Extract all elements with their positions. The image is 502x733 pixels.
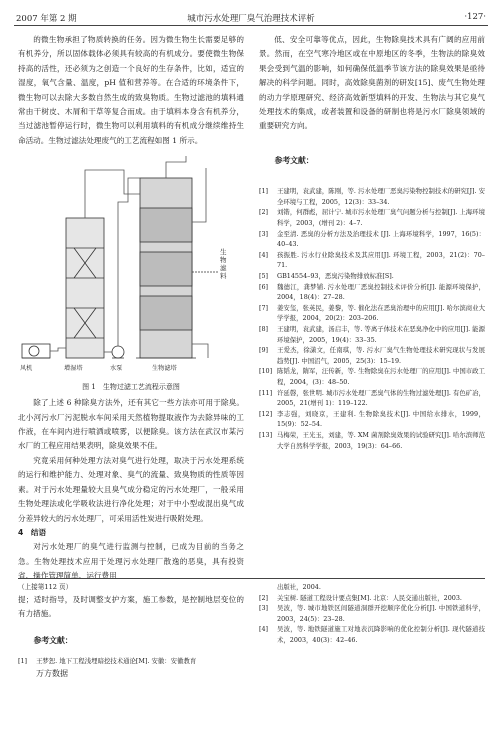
body-paragraph: 对污水处理厂的臭气进行监测与控制，已成为目前的当务之急。生物处理技术应用于处理污水处理厂散逸的恶臭，具有投资省、操作管理简单、运行费用 xyxy=(18,542,244,581)
reference-item: [6] 魏德江，龚梦铺. 污水处理厂恶臭控制技术评价分析[J]. 能源环境保护，2004，18(4)：27–28. xyxy=(259,282,485,302)
reference-item: [11] 许延磬，张世明. 城市污水处理厂恶臭气体的生物过滤处理[J]. 有色矿冶，2005，21(增刊 1)：119–122. xyxy=(259,388,485,408)
right-column xyxy=(259,33,485,451)
reference-item: [1] 王梦恕. 地下工程浅埋暗挖技术通论[M]. 安徽：安徽教育 xyxy=(18,657,197,666)
label-humidifier: 增湿塔 xyxy=(64,365,83,373)
figure-caption: 图 1 生物过滤工艺流程示意图 xyxy=(82,382,180,391)
body-paragraph: 低、安全可靠等优点，因此，生物除臭技术具有广阔的应用前景。然而，在空气寒冷地区或在中原地区的冬季，生物法的除臭效果会受到气温的影响，如何确保低温季节该方法的除臭效果是亟待解决的科学问题。同时，高效除臭菌剂的研发[15]、废气生物处理的动力学原理研究、经济高效新型填料的开发、生物法与其它臭气处理技术的集成，或者装置和设备的研制也将是污水厂除臭领域的重要研究方向。 xyxy=(259,35,485,131)
pump-icon xyxy=(112,346,124,358)
reference-continuation: 出版社，2004. xyxy=(277,583,321,591)
reference-item: [1] 王建明，袁武建，陈刚，等. 污水处理厂恶臭污染物控制技术的研究[J]. 安全环境与工程，2005，12(3)：33–34. xyxy=(259,187,485,206)
continuation-note: （上接第112 页） xyxy=(18,583,73,591)
running-title: 城市污水处理厂臭气治理技术评析 xyxy=(187,14,315,24)
reference-list xyxy=(259,582,485,646)
bottom-right-block xyxy=(259,582,485,646)
biofilter-process-diagram xyxy=(18,148,244,380)
reference-item: [10] 陈韬龙，隋军，汪传新，等. 生物除臭在污水处理厂的应用[J]. 中国市政工程，2004，(3)：48–50. xyxy=(259,367,485,386)
reference-item: [5] GB14554–93，恶臭污染物排放标准[S]. xyxy=(259,272,394,280)
reference-item: [4] 孩振胜. 污水行业除臭技术及其应用[J]. 环境工程，2003，21(2)：70–71. xyxy=(259,250,485,270)
label-biofilter: 生物滤塔 xyxy=(152,365,177,373)
humidifier-tower-icon xyxy=(66,218,104,358)
reference-item: [4] 吴波，等. 地铁隧道施工对地表沉降影响的优化控制分析[J]. 现代隧道技术，2003，40(3)：42–46. xyxy=(259,625,485,644)
header-rule xyxy=(14,25,488,26)
fan-icon xyxy=(22,344,50,358)
source-watermark: 万方数据 xyxy=(36,668,68,678)
figure-1 xyxy=(18,148,244,396)
left-column xyxy=(18,33,244,584)
page-number: ·127· xyxy=(464,12,486,22)
running-header xyxy=(14,8,488,26)
reference-item: [9] 王爱杰，徐潇文，任南琪，等. 污水厂臭气生物处理技术研究现状与发展趋势[J]. 中国沼气，2005，25(3)：15–19. xyxy=(259,346,485,365)
section-heading: 4 结语 xyxy=(18,527,47,537)
body-paragraph: 究竟采用何种处理方法对臭气进行处理，取决于污水处理系统的运行和维护能力、处理对象、臭气的流量、致臭物质的性质等因素。对于污水处理量较大且臭气成分稳定的污水处理厂，一般采用生物处理法或化学吸收法进行净化处理；对于中小型或混出臭气成分差异较大的污水处理厂，可采用活性炭进行吸附处理。 xyxy=(18,455,244,523)
reference-item: [7] 姜安玺，张英民，姜黎，等. 催化法在恶臭治理中的应用[J]. 哈尔滨商业大学学报，2004，20(2)：203–206. xyxy=(259,303,485,323)
reference-list xyxy=(18,656,244,667)
section-divider xyxy=(18,578,485,579)
reference-item: [3] 吴波，等. 城市地铁区间隧道洞群开挖顺序优化分析[J]. 中国铁道科学，2003，24(5)：23–28. xyxy=(259,604,485,623)
reference-item: [8] 王建明，袁武建，汤启丰，等. 等离子体技术在恶臭净化中的应用[J]. 能源环境保护，2005，19(4)：33–35. xyxy=(259,324,485,344)
reference-item: [13] 马梅荣，王光玉，刘建，等. XM 菌剂除臭效果的试验研究[J]. 哈尔滨师范大学自然科学学报，2003，19(3)：64–66. xyxy=(259,430,485,450)
reference-item: [2] 关宝树. 隧道工程设计要点集[M]. 北京：人民交通出版社，2003. xyxy=(259,593,462,602)
reference-item: [3] 金至清. 恶臭的分析方法及治理技术 [J]. 上海环境科学，1997，16(5)：40–43. xyxy=(259,229,485,249)
label-pump: 水泵 xyxy=(110,365,123,373)
body-paragraph: 提；适时指导，及时调整支护方案，施工参数，是控制地层变位的有力措施。 xyxy=(18,595,244,619)
body-paragraph: 的微生物承担了物质转换的任务。因为微生物生长需要足够的有机养分，所以固体载体必须具有较高的有机成分。要使微生物保持高的活性，还必须为之创造一个良好的生存条件，比如，适宜的湿度，氧气含量、温度，pH 值和营养等。在合适的环境条件下，微生物可以去除大多数自然生成的致臭物质。生物过滤池的填料通常由干树皮、木屑和干草等复合而成。由于填料本身含有机养分，当过滤池暂停运行时，微生物可以利用填料的有机成分继续维持生命活动。生物过滤法处理废气的工艺流程如图 1 所示。 xyxy=(18,35,244,145)
bottom-left-block xyxy=(18,582,244,681)
reference-list xyxy=(259,186,485,451)
issue-label: 2007 年第 2 期 xyxy=(16,14,77,24)
body-paragraph: 除了上述 6 种除臭方法外，还有其它一些方法亦可用于除臭。北小河污水厂污泥脱水车间采用天然植物提取液作为去除异味的工作液，在车间内进行喷洒或喷雾，以便除臭。该方法在武汉市某污水厂的工程应用结果表明，除臭效果不佳。 xyxy=(18,398,244,451)
side-label-biofilter-media: 生物滤料 xyxy=(220,248,227,281)
label-fan: 风机 xyxy=(20,365,33,373)
references-heading: 参考文献： xyxy=(33,635,73,645)
reference-item: [2] 刘锴，何群彪，屈计宁. 城市污水处理厂臭气问题分析与控制[J]. 上海环境科学，2003，(增刊 2)：4–7. xyxy=(259,208,485,228)
references-heading: 参考文献： xyxy=(274,155,314,165)
reference-item: [12] 李志强，刘晓京，王建利. 生物除臭技术[J]. 中国给水排水，1999，15(9)：52–54. xyxy=(259,409,485,429)
biofilter-tower-icon xyxy=(136,178,196,358)
